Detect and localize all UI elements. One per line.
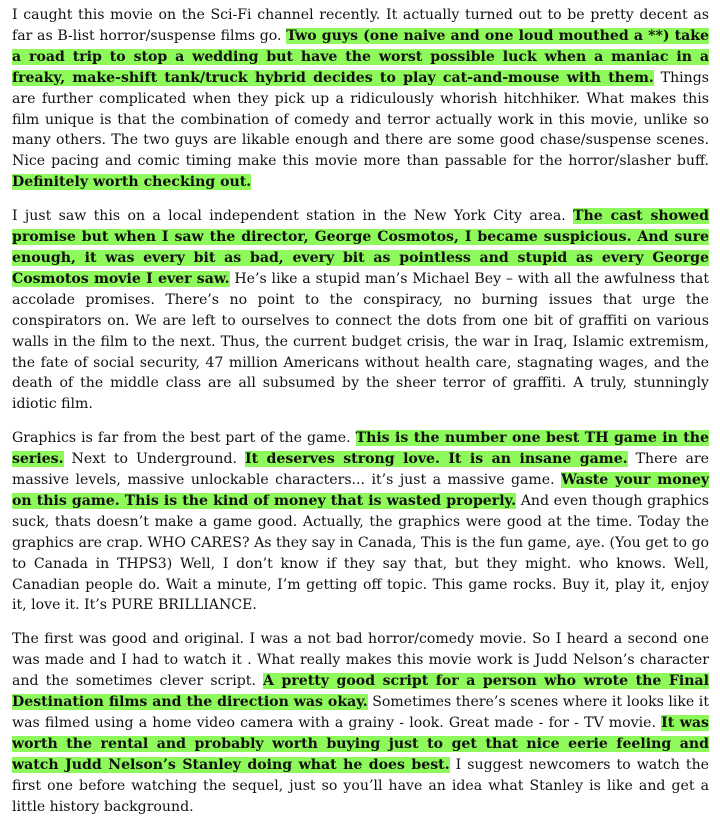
highlighted-text: Waste your money on this game. This is the kind of money that is wasted properly. — [12, 472, 710, 509]
text-segment: He’s like a stupid man’s Michael Bey – with all the awfulness that accolade promises. There’s no point to the conspiracy, no burning issues that urge the conspirators on. We are left to ourselves to connect the dots from one bit of graffiti on various walls in the film to the next. Thus, the current budget crisis, the war in Iraq, Islamic extremism, the fate of social security, 47 million Americans without health care, stagnating wages, and the death of the middle class are all subsumed by the sheer terror of graffiti. A truly, stunningly idiotic film. — [12, 270, 709, 413]
highlighted-text: Definitely worth checking out. — [12, 174, 252, 191]
review-paragraph-4 — [12, 629, 709, 817]
highlighted-text: A pretty good script for a person who wrote the Final Destination films and the direction was okay. — [12, 673, 709, 711]
text-segment: Sometimes there’s scenes where it looks like it was filmed using a home video camera with a grainy - look. Great made - for - TV movie. — [12, 694, 709, 731]
review-paragraph-1 — [12, 5, 709, 193]
text-segment: Things are further complicated when they pick up a ridiculously whorish hitchhiker. What makes this film unique is that the combination of comedy and terror actually work in this movie, unlike so many others. The two guys are likable enough and there are some good chase/suspense scenes. Nice pacing and comic timing make this movie more than passable for the horror/slasher buff. — [12, 69, 709, 170]
text-segment: I just saw this on a local independent station in the New York City area. — [12, 208, 574, 225]
highlighted-text: It deserves strong love. It is an insane game. — [245, 451, 628, 468]
text-segment: Next to Underground. — [63, 451, 245, 468]
highlighted-text: Two guys (one naive and one loud mouthed a **) take a road trip to stop a wedding but have the worst possible luck when a maniac in a freaky, make-shift tank/truck hybrid decides to play cat-and-mouse with them. — [12, 27, 709, 86]
text-segment: The first was good and original. I was a not bad horror/comedy movie. So I heard a second one was made and I had to watch it . What really makes this movie work is Judd Nelson’s character and the sometimes clever script. — [12, 631, 709, 690]
text-segment: There are massive levels, massive unlockable characters... it’s just a massive game. — [12, 451, 710, 489]
highlighted-text: The cast showed promise but when I saw the director, George Cosmotos, I became suspicious. And sure enough, it was every bit as bad, every bit as pointless and stupid as every George Cosmotos movie I ever saw. — [12, 208, 709, 287]
text-segment: Graphics is far from the best part of the game. — [12, 430, 356, 447]
text-segment: I suggest newcomers to watch the first one before watching the sequel, just so you’ll have an idea what Stanley is like and get a little history background. — [12, 756, 709, 815]
review-paragraph-2 — [12, 206, 709, 415]
highlighted-text: This is the number one best TH game in the series. — [12, 430, 709, 468]
highlighted-text: It was worth the rental and probably worth buying just to get that nice eerie feeling and watch Judd Nelson’s Stanley doing what he does best. — [12, 715, 709, 773]
review-paragraph-3 — [12, 428, 709, 616]
text-segment: And even though graphics suck, thats doesn’t make a game good. Actually, the graphics were good at the time. Today the graphics are crap. WHO CARES? As they say in Canada, This is the fun game, aye. (You get to go to Canada in THPS3) Well, I don’t know if they say that, but they might. who knows. Well, Canadian people do. Wait a minute, I’m getting off topic. This game rocks. Buy it, play it, enjoy it, love it. It’s PURE BRILLIANCE. — [12, 492, 709, 614]
text-segment: I caught this movie on the Sci-Fi channel recently. It actually turned out to be pretty decent as far as B-list horror/suspense films go. — [12, 7, 709, 44]
